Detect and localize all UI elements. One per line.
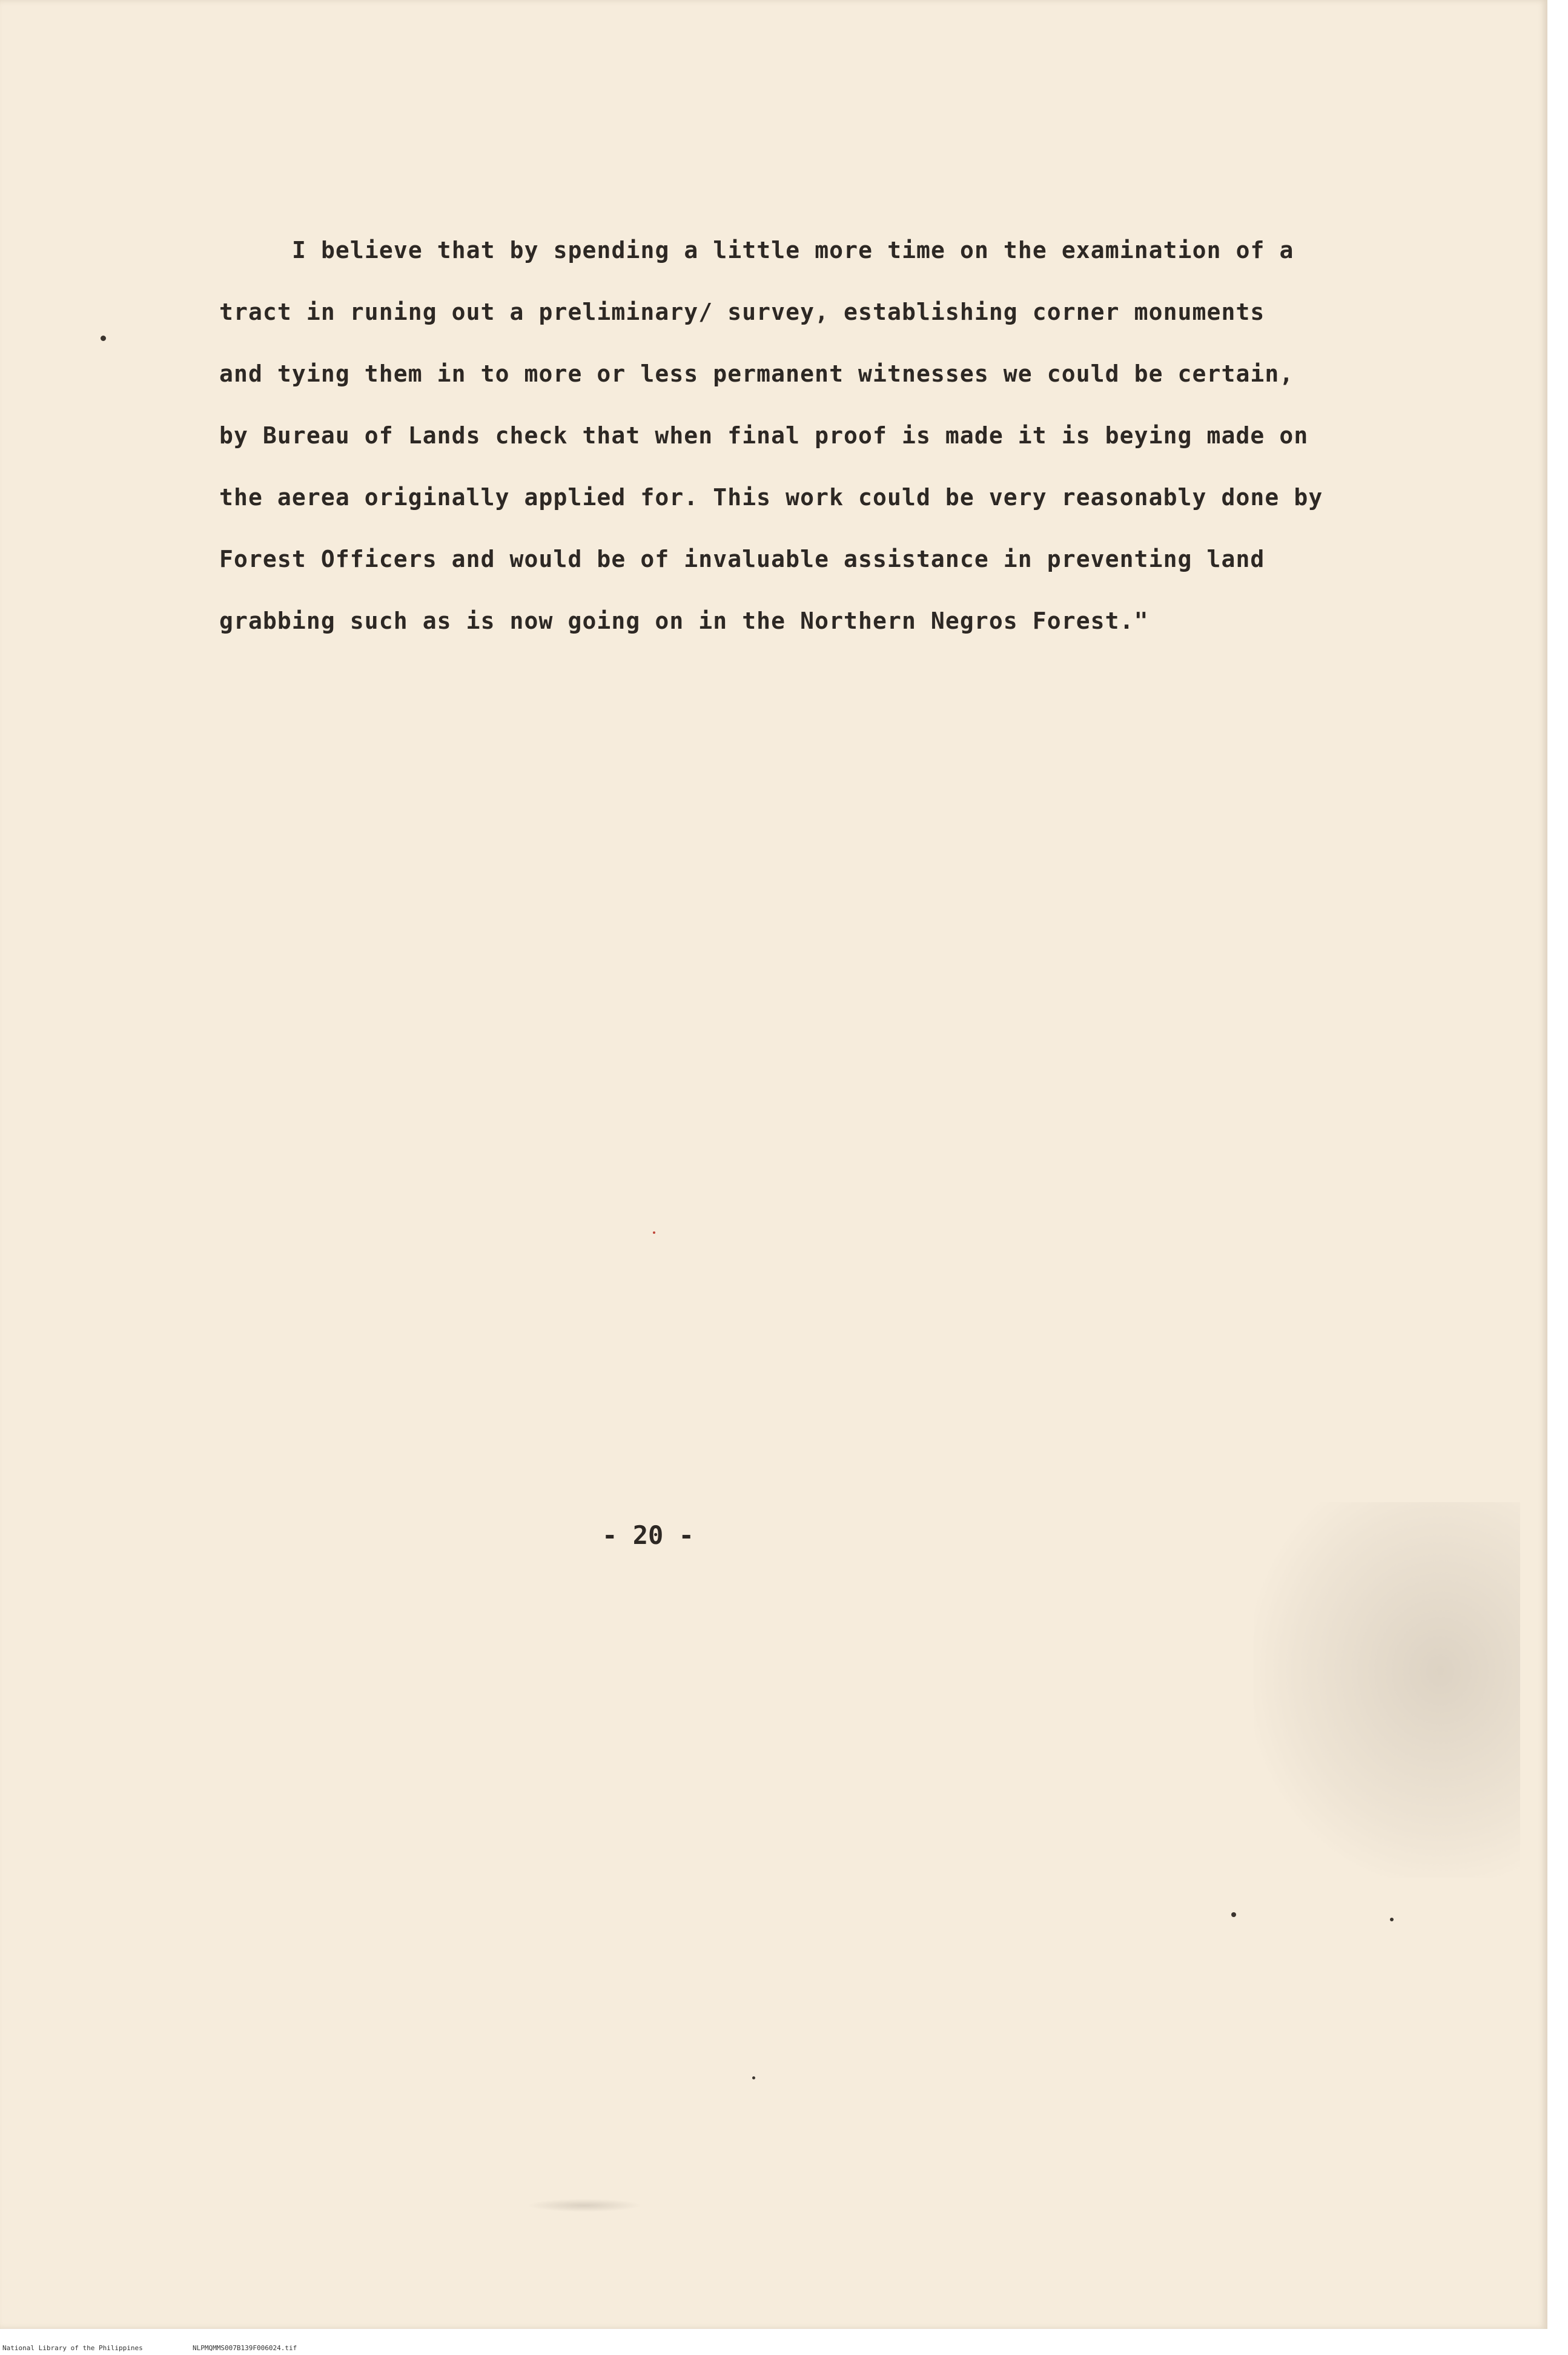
paper-smudge-bottom: [527, 2199, 642, 2212]
scan-file-name: NLPMQMMS007B139F006024.tif: [193, 2344, 297, 2352]
paragraph-line: the aerea originally applied for. This work could be very reasonably done by: [219, 484, 1323, 511]
ink-speck: [653, 1231, 655, 1234]
paper-smudge: [1254, 1502, 1520, 1878]
body-paragraph: [219, 229, 1406, 661]
page-number: - 20 -: [602, 1520, 694, 1550]
library-credit: National Library of the Philippines: [2, 2344, 143, 2352]
ink-speck: [1390, 1918, 1394, 1921]
ink-speck: [101, 336, 106, 341]
scan-footer: [0, 2342, 1568, 2355]
paragraph-line: tract in runing out a preliminary/ survey, establishing corner monuments: [219, 299, 1265, 325]
paragraph-line: I believe that by spending a little more time on the examination of a: [292, 237, 1294, 263]
ink-speck: [1231, 1912, 1236, 1917]
paragraph-line: Forest Officers and would be of invaluable assistance in preventing land: [219, 546, 1265, 572]
paragraph-line: and tying them in to more or less permanent witnesses we could be certain,: [219, 360, 1294, 387]
ink-speck: [752, 2076, 755, 2079]
paragraph-line: by Bureau of Lands check that when final proof is made it is beying made on: [219, 422, 1309, 449]
paragraph-line: grabbing such as is now going on in the Northern Negros Forest.": [219, 608, 1149, 634]
